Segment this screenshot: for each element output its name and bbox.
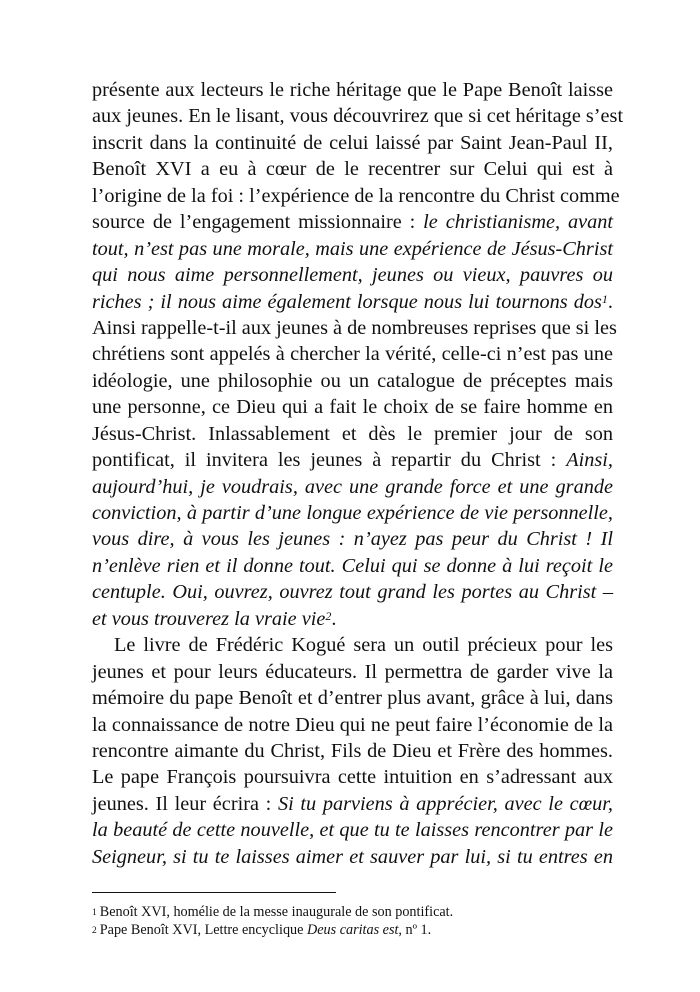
text-run: l’origine de la foi : l’expérience de la rencontre du Christ comme <box>92 184 620 207</box>
text-run: la connaissance de notre Dieu qui ne peut faire l’économie de la <box>92 713 613 736</box>
text-line <box>92 77 613 103</box>
text-run: . <box>607 290 613 313</box>
text-line <box>92 209 613 235</box>
text-line <box>92 447 613 473</box>
text-run: Jésus-Christ. Inlassablement et dès le premier jour de son <box>92 422 613 445</box>
text-line <box>92 632 613 658</box>
text-line <box>92 236 613 262</box>
italic-text: la beauté de cette nouvelle, et que tu te laisses rencontrer par le <box>92 819 613 842</box>
footnote-reference: 1 <box>601 291 608 306</box>
text-line <box>92 606 613 632</box>
footnotes <box>92 903 453 939</box>
text-run: . <box>331 607 337 630</box>
text-line <box>92 289 613 315</box>
text-line <box>92 553 613 579</box>
italic-text: aujourd’hui, je voudrais, avec une grande force et une grande <box>92 475 613 498</box>
footnote-number: 1 <box>92 908 97 918</box>
text-run: source de l’engagement missionnaire : <box>92 211 424 234</box>
text-line <box>92 712 613 738</box>
text-run: inscrit dans la continuité de celui laissé par Saint Jean-Paul II, <box>92 131 613 154</box>
text-line <box>92 183 620 209</box>
text-line <box>92 579 613 605</box>
text-line <box>92 130 613 156</box>
text-run: jeunes. Il leur écrira : <box>92 792 278 815</box>
italic-text: vous dire, à vous les jeunes : n’ayez pas peur du Christ ! Il <box>92 528 613 551</box>
text-line <box>92 421 613 447</box>
text-line <box>92 685 613 711</box>
text-line <box>92 738 613 764</box>
text-line <box>92 791 613 817</box>
text-run: rencontre aimante du Christ, Fils de Dieu et Frère des hommes. <box>92 739 613 762</box>
text-line <box>92 156 613 182</box>
text-run: Pape Benoît XVI, Lettre encyclique <box>99 922 307 938</box>
body-text <box>92 77 624 870</box>
italic-text: Si tu parviens à apprécier, avec le cœur, <box>277 792 613 815</box>
text-run: Benoît XVI, homélie de la messe inaugurale de son pontificat. <box>99 904 454 920</box>
italic-text: centuple. Oui, ouvrez, ouvrez tout grand les portes au Christ – <box>92 581 613 604</box>
italic-text: n’enlève rien et il donne tout. Celui qui se donne à lui reçoit le <box>92 554 613 577</box>
text-line <box>92 262 613 288</box>
footnote <box>92 921 453 939</box>
text-line <box>92 394 613 420</box>
text-run: aux jeunes. En le lisant, vous découvrirez que si cet héritage s’est <box>92 105 624 128</box>
footnote-number: 2 <box>92 926 97 936</box>
italic-text: le christianisme, avant <box>423 211 614 234</box>
text-run: une personne, ce Dieu qui a fait le choix de se faire homme en <box>92 396 613 419</box>
text-line <box>92 526 613 552</box>
text-run: pontificat, il invitera les jeunes à repartir du Christ : <box>92 449 567 472</box>
text-run: idéologie, une philosophie ou un catalogue de préceptes mais <box>92 369 613 392</box>
text-run: Le livre de Frédéric Kogué sera un outil précieux pour les <box>114 634 613 657</box>
italic-text: Ainsi, <box>566 449 613 472</box>
italic-text: tout, n’est pas une morale, mais une expérience de Jésus-Christ <box>92 237 613 260</box>
text-line <box>92 764 613 790</box>
text-line <box>92 315 617 341</box>
italic-text: Deus caritas est <box>306 922 399 938</box>
text-run: Ainsi rappelle-t-il aux jeunes à de nombreuses reprises que si les <box>92 316 617 339</box>
text-run: mémoire du pape Benoît et d’entrer plus avant, grâce à lui, dans <box>92 687 613 710</box>
text-line <box>92 368 613 394</box>
text-line <box>92 844 613 870</box>
text-run: , nº 1. <box>398 922 432 938</box>
text-run: chrétiens sont appelés à chercher la vérité, celle-ci n’est pas une <box>92 343 613 366</box>
italic-text: et vous trouverez la vraie vie <box>92 607 326 630</box>
text-line <box>92 659 613 685</box>
text-line <box>92 474 613 500</box>
footnote-reference: 2 <box>325 608 332 623</box>
text-line <box>92 103 624 129</box>
text-run: présente aux lecteurs le riche héritage que le Pape Benoît laisse <box>92 79 613 101</box>
text-run: Benoît XVI a eu à cœur de le recentrer sur Celui qui est à <box>92 158 613 181</box>
italic-text: riches ; il nous aime également lorsque nous lui tournons dos <box>92 290 602 313</box>
text-line <box>92 500 613 526</box>
italic-text: qui nous aime personnellement, jeunes ou vieux, pauvres ou <box>92 264 613 287</box>
text-line <box>92 341 613 367</box>
text-run: Le pape François poursuivra cette intuition en s’adressant aux <box>92 766 613 789</box>
text-line <box>92 817 613 843</box>
footnote-separator <box>92 892 336 893</box>
italic-text: conviction, à partir d’une longue expérience de vie personnelle, <box>92 502 613 524</box>
text-run: jeunes et pour leurs éducateurs. Il permettra de garder vive la <box>92 660 613 683</box>
italic-text: Seigneur, si tu te laisses aimer et sauver par lui, si tu entres en <box>92 845 613 868</box>
footnote <box>92 903 453 921</box>
